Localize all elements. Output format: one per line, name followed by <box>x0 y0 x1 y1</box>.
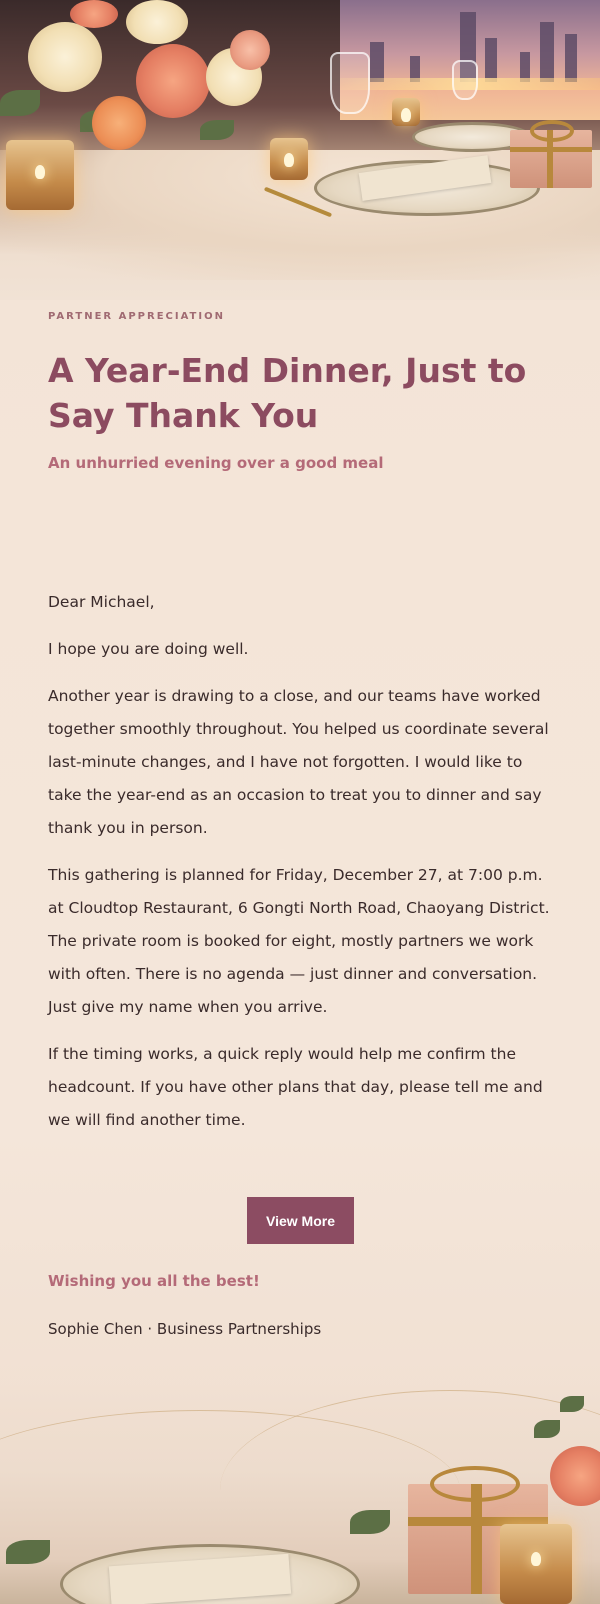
body-paragraph: Another year is drawing to a close, and our teams have worked together smoothly throughout. You helped us coordinate several last-minute changes, and I have not forgotten. I would like to take the year-end as an occasion to treat you to dinner and say thank you in person. <box>48 687 549 837</box>
greeting: Dear Michael, <box>48 593 155 611</box>
signature: Sophie Chen · Business Partnerships <box>48 1320 322 1338</box>
body-paragraph: If the timing works, a quick reply would help me confirm the headcount. If you have other plans that day, please tell me and we will find another time. <box>48 1045 543 1129</box>
body-paragraph: This gathering is planned for Friday, December 27, at 7:00 p.m. at Cloudtop Restaurant, 6 Gongti North Road, Chaoyang District. The private room is booked for eight, mostly partners we work with often. There is no agenda — just dinner and conversation. Just give my name when you arrive. <box>48 866 550 1016</box>
view-more-button[interactable]: View More <box>247 1197 354 1244</box>
wine-glass <box>330 52 370 114</box>
eyebrow-label: PARTNER APPRECIATION <box>48 311 225 322</box>
page-subtitle: An unhurried evening over a good meal <box>48 454 384 472</box>
candle-icon <box>392 98 420 126</box>
email-body <box>48 586 552 1151</box>
closing-line: Wishing you all the best! <box>48 1272 260 1290</box>
rose-flower <box>230 30 270 70</box>
body-paragraph: I hope you are doing well. <box>48 640 249 658</box>
rose-flower <box>70 0 118 28</box>
rose-flower <box>136 44 210 118</box>
footer-image <box>0 1380 600 1604</box>
wine-glass <box>452 60 478 100</box>
page-title: A Year-End Dinner, Just to Say Thank You <box>48 351 527 435</box>
hero-image <box>0 0 600 300</box>
candle-icon <box>500 1524 572 1604</box>
dahlia-flower <box>92 96 146 150</box>
candle-icon <box>270 138 308 180</box>
rose-flower <box>126 0 188 44</box>
rose-flower <box>28 22 102 92</box>
candle-icon <box>6 140 74 210</box>
